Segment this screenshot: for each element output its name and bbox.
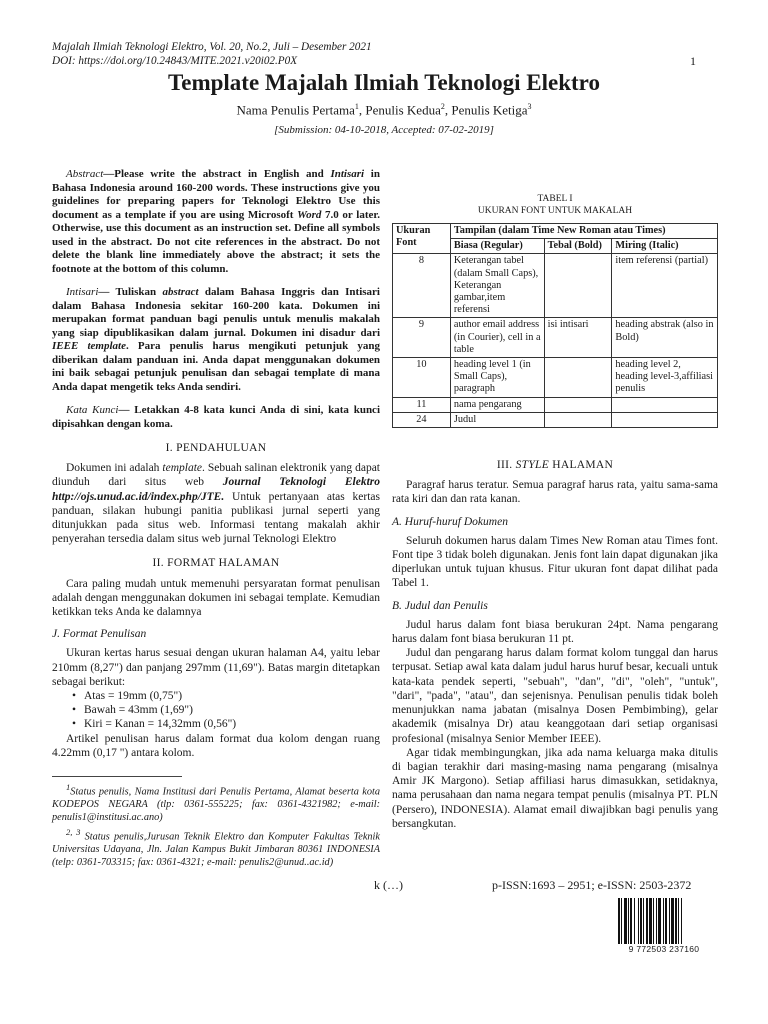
- barcode-number: 9 772503 237160: [616, 944, 712, 954]
- font-size-table: [392, 223, 718, 428]
- author-3-sup: 3: [527, 102, 532, 111]
- table-header-size: Ukuran Font: [393, 224, 451, 254]
- author-list: [0, 102, 768, 118]
- journal-link[interactable]: Journal Teknologi Elektro http://ojs.unud.ac.id/index.php/JTE.: [52, 476, 380, 503]
- table-header-italic: Miring (Italic): [612, 239, 718, 254]
- intisari: [52, 286, 380, 394]
- table-caption: UKURAN FONT UNTUK MAKALAH: [477, 205, 633, 216]
- abstract-dash: —: [103, 168, 115, 180]
- table-cell: Judul: [450, 412, 544, 427]
- abstract-text: in Bahasa Indonesia around 160-200 words. These instructions give you guidelines for preparing papers for Teknologi Elektro Use this document as a template if you are using Microsoft: [52, 168, 380, 221]
- paragraph-text: Dokumen ini adalah: [66, 462, 163, 475]
- footnote-marker: 2, 3: [66, 827, 81, 838]
- judul-paragraph-1: Judul harus dalam font biasa berukuran 24pt. Nama pengarang harus dalam font biasa berukuran 11 pt.: [392, 618, 718, 646]
- table-row: [393, 254, 718, 318]
- footnote-text: Status penulis,Jurusan Teknik Elektro dan Komputer Fakultas Teknik Universitas Udayana, Jln. Jalan Kampus Bukit Jimbaran 80361 INDONESIA (telp: 0361-703315; fax: 0361-4321; e-mail: penulis2@unud..ac.id): [52, 831, 380, 868]
- intisari-abstract-word: abstract: [162, 286, 199, 298]
- table-label: TABEL I: [537, 194, 573, 204]
- table-row: [393, 358, 718, 398]
- section-heading-pendahuluan: I. PENDAHULUAN: [165, 442, 267, 454]
- intisari-ieee-word: IEEE template: [52, 340, 126, 352]
- author-2: Penulis Kedua: [365, 102, 441, 118]
- style-paragraph: Paragraf harus teratur. Semua paragraf harus rata, yaitu sama-sama rata kiri dan dan rata kanan.: [392, 479, 718, 506]
- table-row: [393, 397, 718, 412]
- table-cell: nama pengarang: [450, 397, 544, 412]
- author-1: Nama Penulis Pertama: [236, 102, 355, 118]
- pendahuluan-paragraph: [52, 461, 380, 546]
- page-number: 1: [690, 54, 696, 68]
- footnote-text: Status penulis, Nama Institusi dari Penulis Pertama, Alamat beserta kota KODEPOS NEGARA (tlp: 0361-555225; fax: 0361-4321982; e-mail: penulis1@institusi.ac.ano): [52, 786, 380, 823]
- abstract-lead: Abstract: [66, 168, 104, 180]
- table-cell: 10: [393, 358, 451, 398]
- intisari-dash: —: [98, 286, 116, 298]
- table-cell: 8: [393, 254, 451, 318]
- margin-list: [72, 689, 380, 732]
- table-cell: isi intisari: [544, 318, 612, 358]
- author-1-sup: 1: [354, 102, 359, 111]
- abstract-text: Please write the abstract in English and: [114, 168, 331, 180]
- intisari-text: dalam Bahasa Inggris dan Intisari dalam Bahasa Indonesia sekitar 160-200 kata. Dokumen ini merupakan format panduan bagi penulis untuk menulis makalah yang siap dipublikasikan dalam jurnal. Dokumen ini disadur dari: [52, 286, 380, 339]
- footnote-marker: 1: [66, 782, 71, 793]
- subsection-heading-judul: B. Judul dan Penulis: [392, 599, 488, 612]
- table-cell: [612, 412, 718, 427]
- author-sep: ,: [358, 102, 366, 118]
- section-heading-format: II. FORMAT HALAMAN: [152, 557, 280, 570]
- table-cell: author email address (in Courier), cell in a table: [450, 318, 544, 358]
- submission-dates: [Submission: 04-10-2018, Accepted: 07-02-2019]: [274, 124, 494, 136]
- keywords-lead: Kata Kunci: [66, 404, 119, 416]
- paragraph-text: Untuk pertanyaan atas kertas panduan, silakan hubungi panitia publikasi jurnal seperti yang ditunjukkan pada situs web. Informasi tentang makalah akhir penyerahan tersedia dalam situs web jurnal Teknologi Elektro: [52, 490, 380, 546]
- table-cell: 11: [393, 397, 451, 412]
- keywords: [52, 404, 380, 431]
- journal-line: Majalah Ilmiah Teknologi Elektro, Vol. 20, No.2, Juli – Desember 2021: [52, 41, 372, 53]
- author-2-sup: 2: [440, 102, 445, 111]
- table-cell: [544, 358, 612, 398]
- section-heading-style: [392, 458, 718, 472]
- subsection-heading-format-penulisan: J. Format Penulisan: [52, 628, 147, 641]
- table-cell: [612, 397, 718, 412]
- huruf-paragraph: Seluruh dokumen harus dalam Times New Roman atau Times font. Font tipe 3 tidak boleh digunakan. Jenis font lain dapat digunakan jika diperlukan untuk tujuan khusus. Fitur ukuran font dapat dilihat pada Tabel 1.: [392, 534, 718, 590]
- footnote-divider: [52, 776, 182, 777]
- judul-paragraph-2: Judul dan pengarang harus dalam format kolom tunggal dan harus terpusat. Setiap awal kata dalam judul harus huruf besar, kecuali untuk kata-kata pendek seperti, "sebuah", "dan", "di", "oleh", "untuk", "dari", "pada", "atau", dan sejenisnya. Penulisan penulis tidak boleh menunjukkan nama jabatan (misalnya Dosen Pembimbing), gelar akademik (misalnya Dr) atau keanggotaan dari setiap organisasi profesional (misalnya Senior Member IEEE).: [392, 647, 718, 745]
- left-column: [52, 168, 380, 869]
- author-3: Penulis Ketiga: [451, 102, 528, 118]
- subsection-heading-huruf: A. Huruf-huruf Dokumen: [392, 515, 508, 528]
- table-cell: 9: [393, 318, 451, 358]
- table-cell: [544, 412, 612, 427]
- heading-text: HALAMAN: [549, 459, 614, 472]
- footer-center-text: k (…): [374, 878, 403, 892]
- table-cell: heading level 1 (in Small Caps), paragraph: [450, 358, 544, 398]
- table-row: [393, 318, 718, 358]
- keywords-text: Letakkan 4-8 kata kunci Anda di sini, kata kunci dipisahkan dengan koma.: [52, 404, 380, 430]
- doi-line: DOI: https://doi.org/10.24843/MITE.2021.v20i02.P0X: [52, 55, 298, 67]
- footnote-1: [52, 781, 380, 824]
- table-cell: Keterangan tabel (dalam Small Caps), Keterangan gambar,item referensi: [450, 254, 544, 318]
- footnote-2: [52, 826, 380, 869]
- running-header: [52, 40, 612, 68]
- template-word: template: [162, 462, 202, 475]
- table-header-bold: Tebal (Bold): [544, 239, 612, 254]
- keywords-dash: —: [118, 404, 135, 416]
- table-cell: [544, 254, 612, 318]
- abstract: [52, 168, 380, 276]
- column-format-paragraph: Artikel penulisan harus dalam format dua kolom dengan ruang 4.22mm (0,17 ") antara kolom.: [52, 732, 380, 759]
- table-header-group: Tampilan (dalam Time New Roman atau Times): [450, 224, 717, 239]
- heading-style-word: STYLE: [515, 459, 550, 472]
- list-item: • Kiri = Kanan = 14,32mm (0,56"): [72, 717, 380, 731]
- intisari-text: . Para penulis harus mengikuti petunjuk yang diberikan dalam panduan ini. Anda dapat menggunakan dokumen ini baik sebagai petunjuk penulisan dan sebagai template di mana Anda dapat mengetik teks Anda sendiri.: [52, 340, 381, 393]
- table-cell: [544, 397, 612, 412]
- abstract-word-word: Word: [297, 208, 322, 221]
- intisari-text: Tuliskan: [115, 286, 163, 298]
- table-cell: heading level 2, heading level-3,affiliasi penulis: [612, 358, 718, 398]
- paper-title: Template Majalah Ilmiah Teknologi Elektro: [168, 70, 600, 95]
- paper-size-paragraph: Ukuran kertas harus sesuai dengan ukuran halaman A4, yaitu lebar 210mm (8,27") dan panjang 297mm (11,69"). Batas margin ditetapkan sebagai berikut:: [52, 647, 380, 688]
- list-item: • Atas = 19mm (0,75"): [72, 689, 380, 703]
- paragraph-text: . Sebuah salinan elektronik yang dapat diunduh dari situs web: [52, 462, 380, 489]
- judul-paragraph-3: Agar tidak membingungkan, jika ada nama keluarga maka ditulis di bagian terakhir dari masing-masing nama pengarang (misalnya Amir JK Margono). Setiap affiliasi harus dimasukkan, setidaknya, nama perusahaan dan nama negara tempat penulis (misalnya PT. PLN (Persero), INDONESIA). Alamat email diwajibkan bagi penulis yang bersangkutan.: [392, 746, 718, 830]
- heading-number: III.: [496, 459, 516, 472]
- table-row: [393, 412, 718, 427]
- table-cell: item referensi (partial): [612, 254, 718, 318]
- table-cell: 24: [393, 412, 451, 427]
- format-paragraph: Cara paling mudah untuk memenuhi persyaratan format penulisan adalah dengan menggunakan dokumen ini sebagai template. Kemudian ketikkan teks Anda ke dalamnya: [52, 577, 380, 619]
- intisari-lead: Intisari: [66, 286, 99, 298]
- author-sep: ,: [444, 102, 452, 118]
- list-item: • Bawah = 43mm (1,69"): [72, 703, 380, 717]
- abstract-intisari-word: Intisari: [330, 168, 365, 180]
- table-header-regular: Biasa (Regular): [450, 239, 544, 254]
- abstract-text: 7.0 or later. Otherwise, use this document as an instruction set. Define all symbols used in the abstract. Do not cite references in the abstract. Do not delete the blank line immediately above the abstract; it sets the footnote at the bottom of this column.: [52, 208, 380, 275]
- right-column: [392, 194, 718, 831]
- table-cell: heading abstrak (also in Bold): [612, 318, 718, 358]
- footer-issn: p-ISSN:1693 – 2951; e-ISSN: 2503-2372: [492, 878, 692, 892]
